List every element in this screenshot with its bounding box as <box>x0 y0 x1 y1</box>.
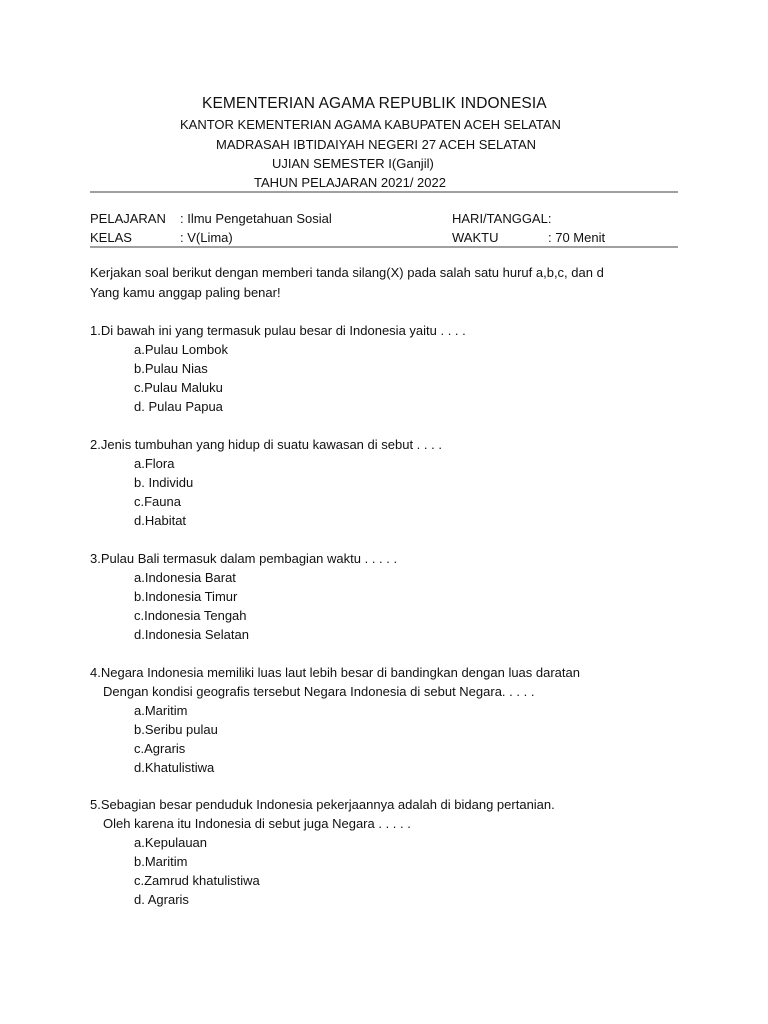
time-label: WAKTU <box>452 230 499 245</box>
time-value: : 70 Menit <box>548 230 606 245</box>
question-stem-continued: Oleh karena itu Indonesia di sebut juga Negara . . . . . <box>103 816 411 831</box>
option-a: a.Indonesia Barat <box>134 570 236 585</box>
option-b: b.Pulau Nias <box>134 361 208 376</box>
instruction-line-2: Yang kamu anggap paling benar! <box>90 285 281 300</box>
subject-label: PELAJARAN <box>90 211 166 226</box>
school-title: MADRASAH IBTIDAIYAH NEGERI 27 ACEH SELATAN <box>216 137 537 152</box>
header-divider <box>90 191 678 193</box>
option-a: a.Maritim <box>134 703 188 718</box>
question-stem: 1.Di bawah ini yang termasuk pulau besar di Indonesia yaitu . . . . <box>90 323 466 338</box>
instruction-line-1: Kerjakan soal berikut dengan memberi tanda silang(X) pada salah satu huruf a,b,c, dan d <box>90 265 604 280</box>
option-d: d.Khatulistiwa <box>134 760 215 775</box>
info-divider <box>90 246 678 248</box>
question-2 <box>90 435 442 530</box>
option-d: d. Pulau Papua <box>134 399 223 414</box>
option-c: c.Agraris <box>134 741 186 756</box>
class-label: KELAS <box>90 230 132 245</box>
question-4 <box>90 663 580 777</box>
question-3 <box>90 549 397 644</box>
question-stem: 3.Pulau Bali termasuk dalam pembagian waktu . . . . . <box>90 551 398 566</box>
question-stem-continued: Dengan kondisi geografis tersebut Negara Indonesia di sebut Negara. . . . . <box>103 684 535 699</box>
option-a: a.Kepulauan <box>134 835 208 850</box>
academic-year: TAHUN PELAJARAN 2021/ 2022 <box>254 175 446 190</box>
office-title: KANTOR KEMENTERIAN AGAMA KABUPATEN ACEH SELATAN <box>180 117 561 132</box>
class-value: : V(Lima) <box>180 230 233 245</box>
option-b: b. Individu <box>134 475 194 490</box>
option-b: b.Indonesia Timur <box>134 589 238 604</box>
ministry-title: KEMENTERIAN AGAMA REPUBLIK INDONESIA <box>202 95 547 112</box>
option-d: d. Agraris <box>134 892 189 907</box>
option-b: b.Maritim <box>134 854 188 869</box>
option-a: a.Pulau Lombok <box>134 342 228 357</box>
question-stem: 5.Sebagian besar penduduk Indonesia pekerjaannya adalah di bidang pertanian. <box>90 797 555 812</box>
subject-value: : Ilmu Pengetahuan Sosial <box>180 211 332 226</box>
option-b: b.Seribu pulau <box>134 722 218 737</box>
date-label: HARI/TANGGAL: <box>452 211 552 226</box>
question-5 <box>90 795 555 909</box>
option-c: c.Zamrud khatulistiwa <box>134 873 260 888</box>
option-d: d.Indonesia Selatan <box>134 627 249 642</box>
question-1 <box>90 321 466 416</box>
question-stem: 4.Negara Indonesia memiliki luas laut lebih besar di bandingkan dengan luas daratan <box>90 665 580 680</box>
option-a: a.Flora <box>134 456 175 471</box>
option-c: c.Indonesia Tengah <box>134 608 247 623</box>
question-stem: 2.Jenis tumbuhan yang hidup di suatu kawasan di sebut . . . . <box>90 437 442 452</box>
option-c: c.Fauna <box>134 494 181 509</box>
exam-title: UJIAN SEMESTER I(Ganjil) <box>272 156 434 171</box>
option-d: d.Habitat <box>134 513 187 528</box>
option-c: c.Pulau Maluku <box>134 380 223 395</box>
